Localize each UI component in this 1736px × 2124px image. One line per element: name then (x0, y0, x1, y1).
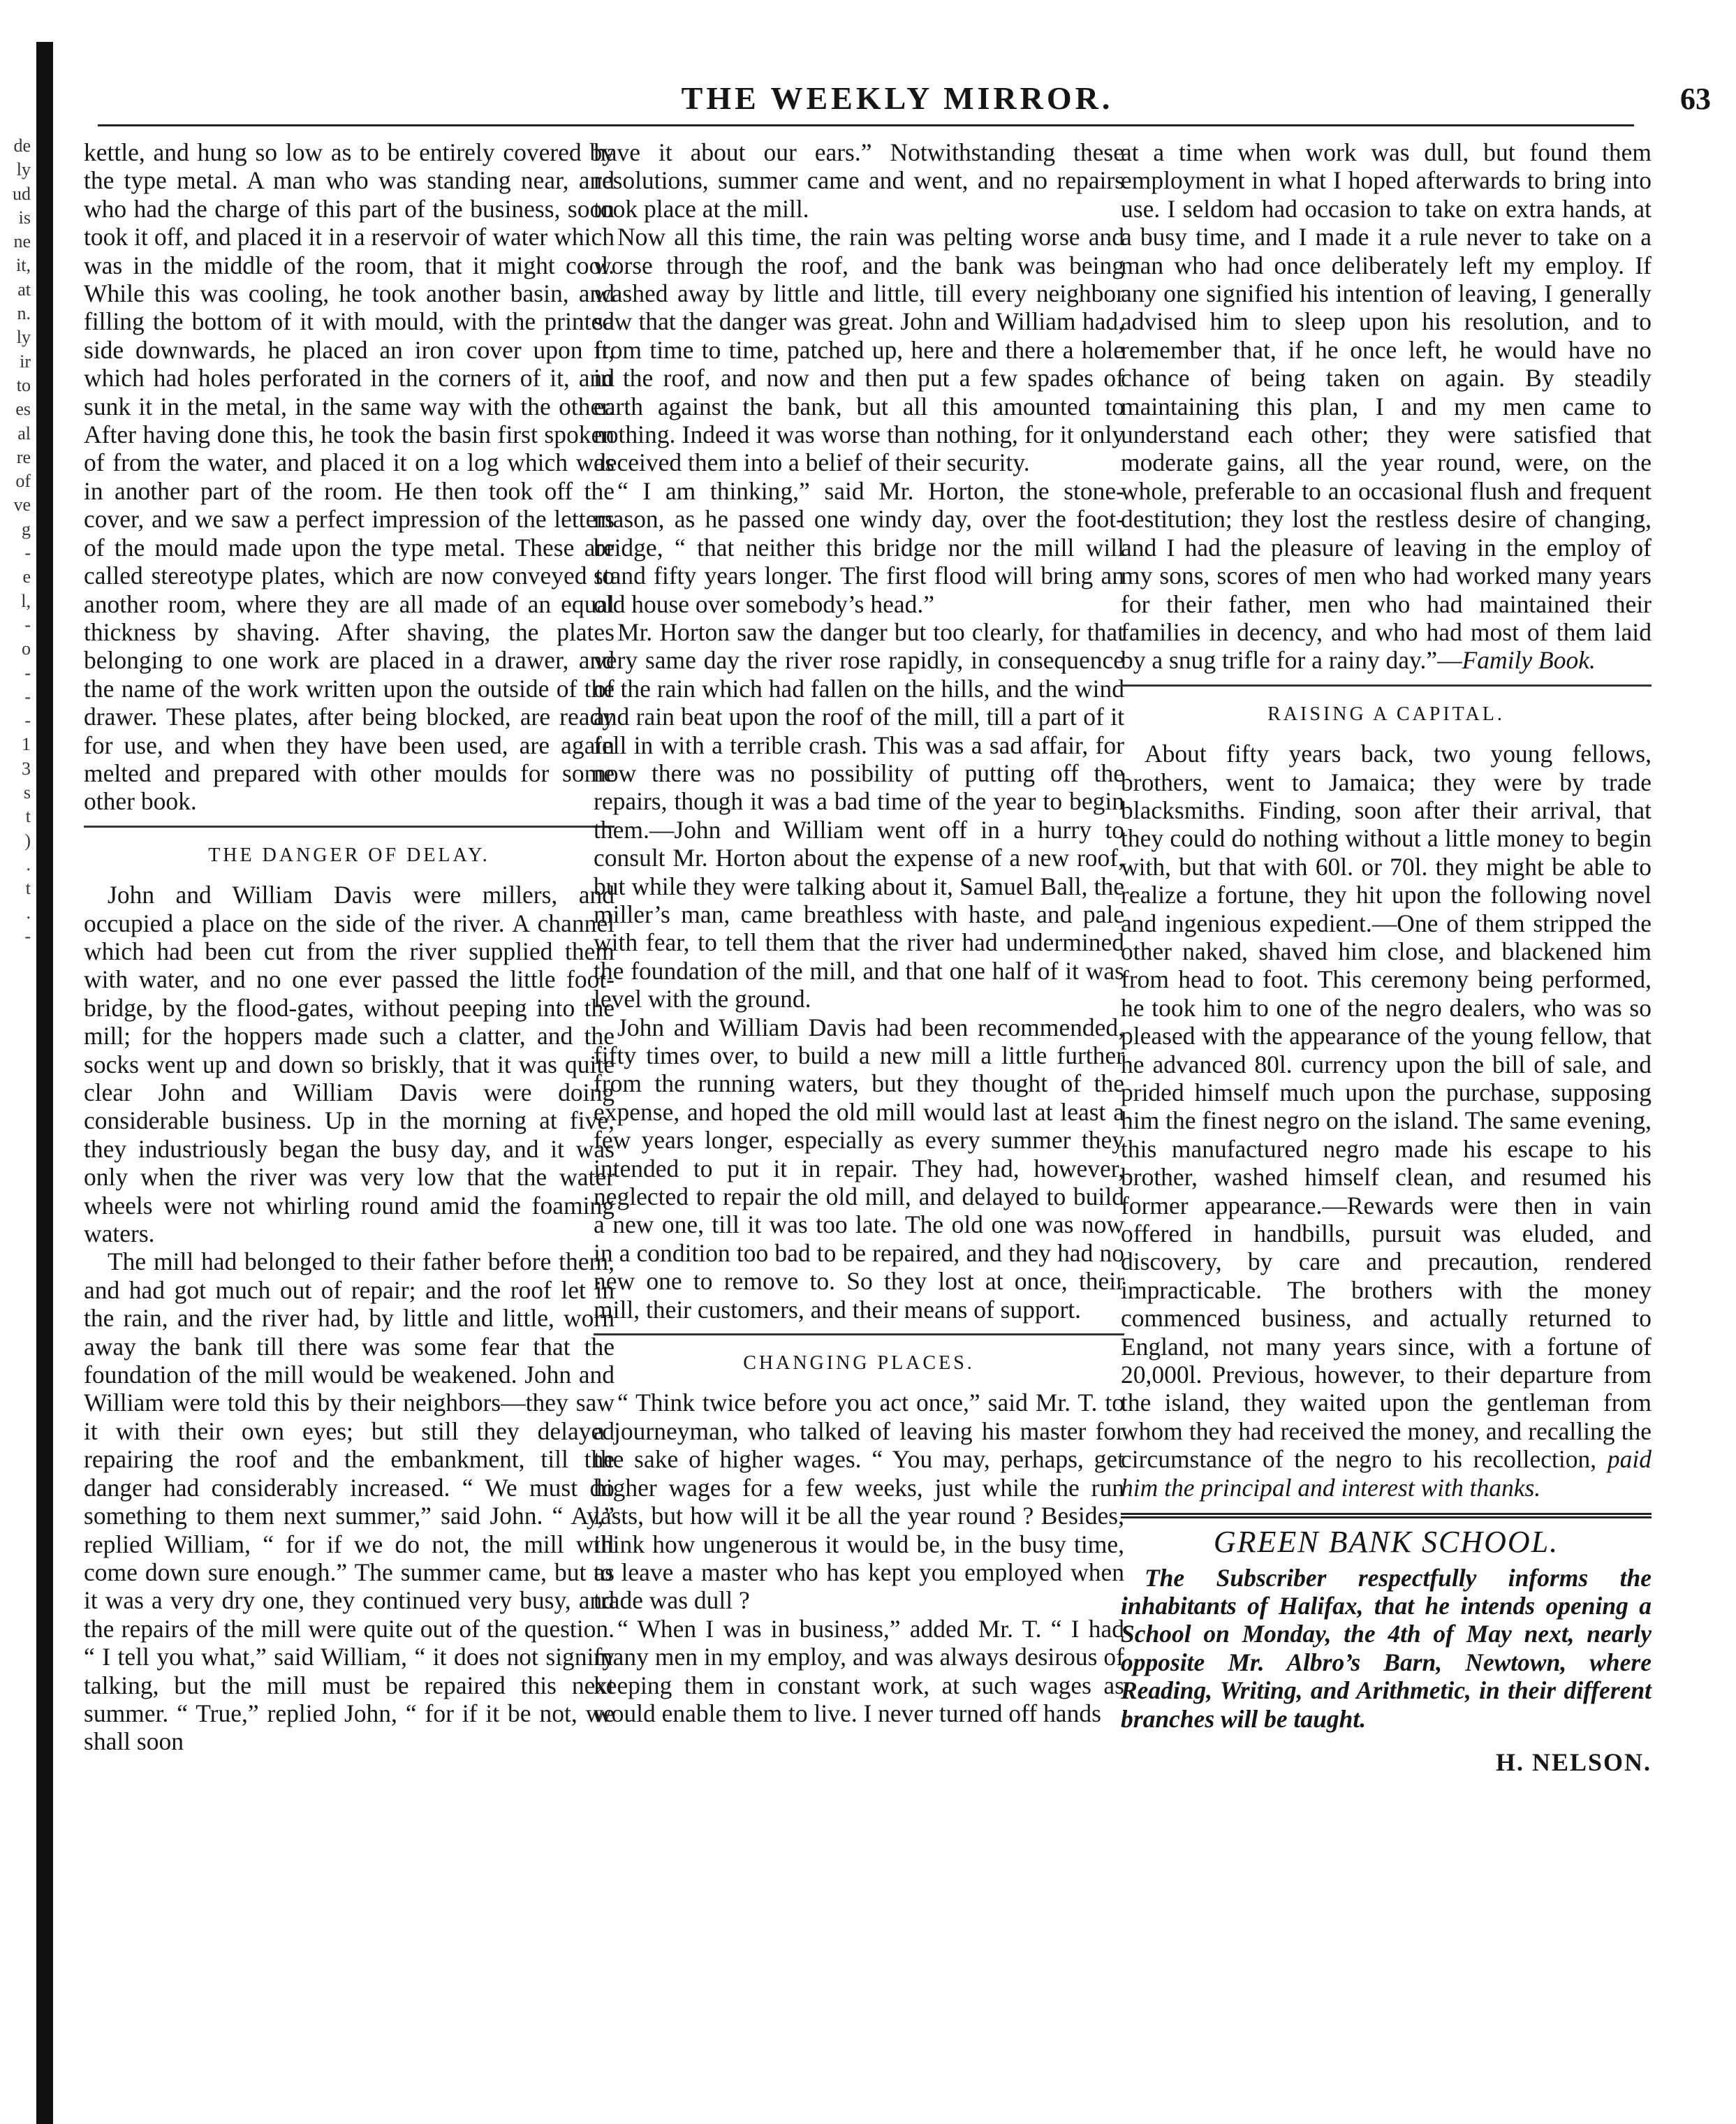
margin-fragment: ir (20, 351, 31, 372)
margin-fragment: . (26, 902, 31, 923)
paragraph-text: at a time when work was dull, but found them employment in what I hoped afterwards to bring into use. I seldom had occasion to take on extra hands, at a busy time, and I made it a rule never to take on a man who had once deliberately left my employ. If any one signified his intention of leaving, I generally advised him to sleep upon his resolution, and to remember that, if he once left, he would have no chance of being taken on again. By steadily maintaining this plan, I and my men came to understand each other; they were satisfied that moderate gains, all the year round, were, on the whole, preferable to an occasional flush and frequent destitution; they lost the restless desire of changing, and I had the pleasure of leaving in the employ of my sons, scores of men who had worked many years for their father, men who had maintained their families in decency, and who had most of them laid by a snug trifle for a rainy day.”— (1121, 138, 1652, 675)
margin-fragment: - (24, 686, 31, 707)
article-paragraph: “ Think twice before you act once,” said Mr. T. to a journeyman, who talked of leaving his master for the sake of higher wages. “ You may, perhaps, get higher wages for a few weeks, just while the run lasts, but how will it be all the year round ? Besides, think how ungenerous it would be, in the busy time, to leave a master who has kept you employed when trade was dull ? (594, 1389, 1124, 1615)
article-paragraph: John and William Davis had been recommended, fifty times over, to build a new mill a little further from the running waters, but they thought of the expense, and hoped the old mill would last at least a few years longer, especially as every summer they intended to put it in repair. They had, however, neglected to repair the old mill, and delayed to build a new one, till it was too late. The old one was now in a condition too bad to be repaired, and they had no new one to remove to. So they lost at once, their mill, their customers, and their means of support. (594, 1013, 1124, 1324)
margin-fragment: l, (21, 590, 31, 611)
margin-fragment: ve (13, 495, 31, 515)
margin-fragment: 1 (22, 734, 31, 755)
margin-fragment: t (25, 878, 31, 899)
margin-fragment: - (24, 662, 31, 683)
margin-fragment: n. (17, 303, 31, 324)
margin-fragment: - (24, 925, 31, 946)
article-paragraph: “ When I was in business,” added Mr. T. “ I had many men in my employ, and was always desirous of keeping them in constant work, at such wages as would enable them to live. I never turned off hands (594, 1614, 1124, 1727)
article-paragraph (1121, 740, 1652, 1502)
section-divider (594, 1333, 1124, 1335)
margin-fragment: re (16, 446, 31, 467)
margin-fragment: ne (13, 231, 31, 252)
margin-fragment: - (24, 614, 31, 635)
advertisement-title: GREEN BANK SCHOOL. (1213, 1525, 1559, 1560)
section-divider (1121, 684, 1652, 687)
paragraph-text: About fifty years back, two young fellows, brothers, went to Jamaica; they were by trade blacksmiths. Finding, soon after their arrival, that they could do nothing without a little money to begin with, but that with 60l. or 70l. they might be able to realize a fortune, they hit upon the following novel and ingenious expedient.—One of them stripped the other naked, shaved him close, and blackened him from head to foot. This ceremony being performed, he took him to one of the negro dealers, who was so pleased with the appearance of the young fellow, that he advanced 80l. currency upon the bill of sale, and prided himself much upon the purchase, supposing him the finest negro on the island. The same evening, this manufactured negro made his escape to his brother, washed himself clean, and resumed his former appearance.—Rewards were then in vain offered in handbills, pursuit was eluded, and discovery, by care and precaution, rendered impracticable. The brothers with the money commenced business, and actually returned to England, not many years since, with a fortune of 20,000l. Previous, however, to their departure from the island, they waited upon the gentleman from whom they had received the money, and recalling the circumstance of the negro to his recollection, (1121, 740, 1652, 1474)
page-title: THE WEEKLY MIRROR. (681, 80, 1114, 116)
margin-fragment: to (16, 374, 31, 395)
margin-fragment: - (24, 543, 31, 564)
article-paragraph: have it about our ears.” Notwithstanding these resolutions, summer came and went, and no repairs took place at the mill. (594, 138, 1124, 223)
advertisement-body: The Subscriber respectfully informs the inhabitants of Halifax, that he intends opening a School on Monday, the 4th of May next, nearly opposite Mr. Albro’s Barn, Newtown, where Reading, Writing, and Arithmetic, in their different branches will be taught. (1121, 1563, 1652, 1733)
margin-fragment: e (22, 566, 31, 587)
margin-fragment: t (25, 806, 31, 827)
paragraph-italic-end: paid him the principal and interest with thanks. (1121, 1445, 1652, 1502)
margin-fragment: es (15, 399, 31, 420)
article-paragraph: The mill had belonged to their father before them, and had got much out of repair; and the roof let in the rain, and the river had, by little and little, worn away the bank till there was some fear that the foundation of the mill would be weakened. John and William were told this by their neighbors—they saw it with their own eyes; but still they delayed repairing the roof and the embankment, till the danger had considerably increased. “ We must do something to them next summer,” said John. “ Ay,” replied William, “ for if we do not, the mill will come down sure enough.” The summer came, but as it was a very dry one, they continued very busy, and the repairs of the mill were quite out of the question. “ I tell you what,” said William, “ it does not signify talking, but the mill must be repaired this next summer. “ True,” replied John, “ for if it be not, we shall soon (84, 1247, 615, 1756)
margin-fragment: ly (16, 159, 31, 180)
margin-fragment: ) (24, 830, 31, 851)
margin-fragment: de (13, 136, 31, 156)
article-title-danger-of-delay: THE DANGER OF DELAY. (208, 844, 490, 866)
page-binding-edge (36, 42, 53, 2124)
margin-fragment: s (23, 782, 31, 803)
header-rule (98, 124, 1634, 126)
margin-fragment: is (18, 207, 31, 228)
margin-fragment: - (24, 710, 31, 731)
article-paragraph: “ I am thinking,” said Mr. Horton, the stone-mason, as he passed one windy day, over the foot-bridge, “ that neither this bridge nor the mill will stand fifty years longer. The first flood will bring an old house over somebody’s head.” (594, 476, 1124, 618)
article-title-changing-places: CHANGING PLACES. (743, 1352, 975, 1375)
column-2 (594, 138, 1124, 1727)
column-3 (1121, 138, 1652, 1776)
margin-fragment: ly (16, 327, 31, 348)
advertisement-signature: H. NELSON. (1495, 1748, 1652, 1776)
column-1 (84, 138, 615, 1756)
advertisement-divider (1121, 1513, 1652, 1518)
previous-page-margin-fragments (0, 134, 31, 949)
article-paragraph (1121, 138, 1652, 675)
margin-fragment: . (26, 854, 31, 874)
article-paragraph: Now all this time, the rain was pelting worse and worse through the roof, and the bank was being washed away by little and little, till every neighbor saw that the danger was great. John and William had, from time to time, patched up, here and there a hole in the roof, and now and then put a few spades of earth against the bank, but all this amounted to nothing. Indeed it was worse than nothing, for it only deceived them into a belief of their security. (594, 223, 1124, 477)
article-paragraph: kettle, and hung so low as to be entirely covered by the type metal. A man who was standing near, and who had the charge of this part of the business, soon took it off, and placed it in a reservoir of water which was in the middle of the room, that it might cool. While this was cooling, he took another basin, and filling the bottom of it with mould, with the printed side downwards, he placed an iron cover upon it, which had holes perforated in the corners of it, and sunk it in the metal, in the same way with the other. After having done this, he took the basin first spoken of from the water, and placed it on a log which was in another part of the room. He then took off the cover, and we saw a perfect impression of the letters of the mould made upon the type metal. These are called stereotype plates, which are now conveyed to another room, where they are all made of an equal thickness by shaving. After shaving, the plates belonging to one work are placed in a drawer, and the name of the work written upon the outside of the drawer. These plates, after being blocked, are ready for use, and when they have been used, are again melted and prepared with other moulds for some other book. (84, 138, 615, 816)
running-head (84, 75, 1711, 117)
margin-fragment: at (17, 279, 31, 300)
margin-fragment: al (17, 423, 31, 444)
article-paragraph: Mr. Horton saw the danger but too clearly, for that very same day the river rose rapidly, in consequence of the rain which had fallen on the hills, and the wind and rain beat upon the roof of the mill, till a part of it fell in with a terrible crash. This was a sad affair, for now there was no possibility of putting off the repairs, though it was a bad time of the year to begin them.—John and William went off in a hurry to consult Mr. Horton about the expense of a new roof, but while they were talking about it, Samuel Ball, the miller’s man, came breathless with haste, and pale with fear, to tell them that the river had undermined the foundation of the mill, and that one half of it was level with the ground. (594, 617, 1124, 1013)
margin-fragment: o (22, 638, 31, 659)
margin-fragment: of (15, 471, 31, 492)
section-divider (84, 826, 615, 828)
article-title-raising-a-capital: RAISING A CAPITAL. (1267, 703, 1505, 725)
page-number: 63 (1680, 82, 1711, 116)
article-paragraph: John and William Davis were millers, and occupied a place on the side of the river. A channel which had been cut from the river supplied them with water, and no one ever passed the little foot-bridge, by the flood-gates, without peeping into the mill; for the hoppers made such a clatter, and the socks went up and down so briskly, that it was quite clear John and William Davis were doing considerable business. Up in the morning at five, they industriously began the busy day, and it was only when the river was very low that the water wheels were not whirling round amid the foaming waters. (84, 881, 615, 1248)
margin-fragment: 3 (22, 758, 31, 779)
margin-fragment: it, (16, 255, 31, 276)
source-attribution: Family Book. (1462, 646, 1596, 675)
margin-fragment: g (22, 518, 31, 539)
margin-fragment: ud (13, 183, 31, 204)
